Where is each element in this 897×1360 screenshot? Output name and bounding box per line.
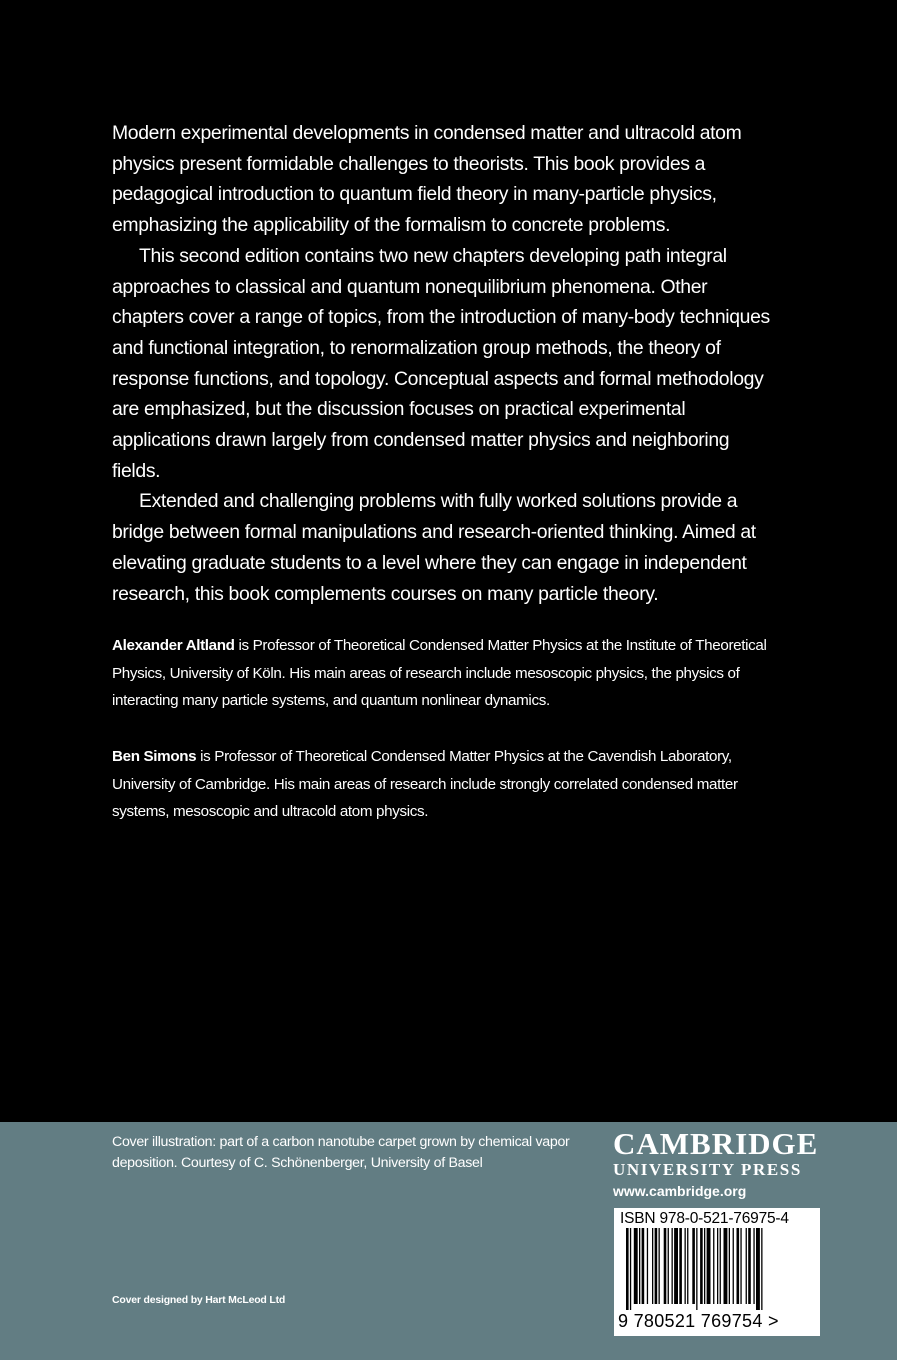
barcode-bar xyxy=(717,1228,718,1304)
isbn-barcode-box xyxy=(614,1208,820,1336)
barcode-bar xyxy=(692,1228,695,1304)
publisher-press: UNIVERSITY PRESS xyxy=(613,1160,802,1179)
barcode-bar xyxy=(704,1228,705,1304)
author-bio-altland xyxy=(112,632,772,715)
author-name: Alexander Altland xyxy=(112,637,235,654)
publisher-name: CAMBRIDGE xyxy=(613,1126,819,1161)
author-bio-text: is Professor of Theoretical Condensed Matter Physics at the Institute of Theoretical Physics, University of Köln. His main areas of research include mesoscopic physics, the physics of interacting many particle systems, and quantum nonlinear dynamics. xyxy=(112,637,767,710)
barcode-bar xyxy=(674,1228,678,1304)
barcode-bar xyxy=(713,1228,714,1304)
publisher-url: www.cambridge.org xyxy=(613,1183,747,1199)
barcode-bar xyxy=(652,1228,653,1304)
blurb-paragraph-1: Modern experimental developments in condensed matter and ultracold atom physics present formidable challenges to theorists. This book provides a pedagogical introduction to quantum field theory in many-particle physics, emphasizing the applicability of the formalism to concrete problems. xyxy=(112,122,742,237)
barcode-bar xyxy=(642,1228,645,1304)
isbn-number: ISBN 978-0-521-76975-4 xyxy=(620,1210,789,1227)
barcode-bar xyxy=(639,1228,640,1304)
barcode-bar xyxy=(668,1228,669,1304)
barcode-bar xyxy=(748,1228,751,1304)
barcode-bar xyxy=(655,1228,658,1304)
author-bio-simons xyxy=(112,743,772,826)
barcode-bar xyxy=(729,1228,730,1304)
publisher-logo xyxy=(613,1128,821,1199)
barcode-bar xyxy=(672,1228,673,1304)
barcode-bar xyxy=(720,1228,721,1304)
barcode-bar xyxy=(630,1228,631,1310)
barcode-image xyxy=(626,1228,806,1310)
barcode-bar xyxy=(746,1228,747,1304)
blurb-paragraph-3: Extended and challenging problems with fully worked solutions provide a bridge between formal manipulations and research-oriented thinking. Aimed at elevating graduate students to a level where they can engage in independent research, this book complements courses on many particle theory. xyxy=(112,490,756,605)
barcode-bar xyxy=(634,1228,638,1304)
barcode-bar xyxy=(707,1228,711,1304)
barcode-bar xyxy=(753,1228,754,1304)
author-bio-text: is Professor of Theoretical Condensed Matter Physics at the Cavendish Laboratory, University of Cambridge. His main areas of research include strongly correlated condensed matter systems, mesoscopic and ultracold atom physics. xyxy=(112,748,738,821)
cover-illustration-credit: Cover illustration: part of a carbon nanotube carpet grown by chemical vapor deposition. Courtesy of C. Schönenberger, University of Basel xyxy=(112,1134,570,1171)
barcode-bar xyxy=(700,1228,703,1304)
barcode-bar xyxy=(724,1228,728,1304)
barcode-bar xyxy=(761,1228,762,1310)
cover-designer-credit: Cover designed by Hart McLeod Ltd xyxy=(112,1294,286,1306)
barcode-bar xyxy=(733,1228,734,1304)
barcode-bar xyxy=(737,1228,740,1304)
barcode-digits: 9 780521 769754 > xyxy=(618,1311,779,1331)
barcode-bar xyxy=(740,1228,741,1304)
barcode-bar xyxy=(626,1228,629,1310)
barcode-bar xyxy=(756,1228,760,1310)
barcode-bar xyxy=(664,1228,667,1304)
barcode-bar xyxy=(647,1228,648,1304)
barcode-bar xyxy=(685,1228,686,1304)
barcode-bar xyxy=(659,1228,660,1304)
footer-band xyxy=(0,1122,897,1360)
blurb-paragraph-2: This second edition contains two new chapters developing path integral approaches to classical and quantum nonequilibrium phenomena. Other chapters cover a range of topics, from the introduction of many-body techniques and functional integration, to renormalization group methods, the theory of response functions, and topology. Conceptual aspects and formal methodology are emphasized, but the discussion focuses on practical experimental applications drawn largely from condensed matter physics and neighboring fields. xyxy=(112,244,770,482)
barcode-bar xyxy=(687,1228,688,1304)
author-name: Ben Simons xyxy=(112,748,197,765)
back-cover-blurb xyxy=(112,118,772,609)
barcode-bar xyxy=(696,1228,697,1310)
barcode-bar xyxy=(679,1228,682,1304)
